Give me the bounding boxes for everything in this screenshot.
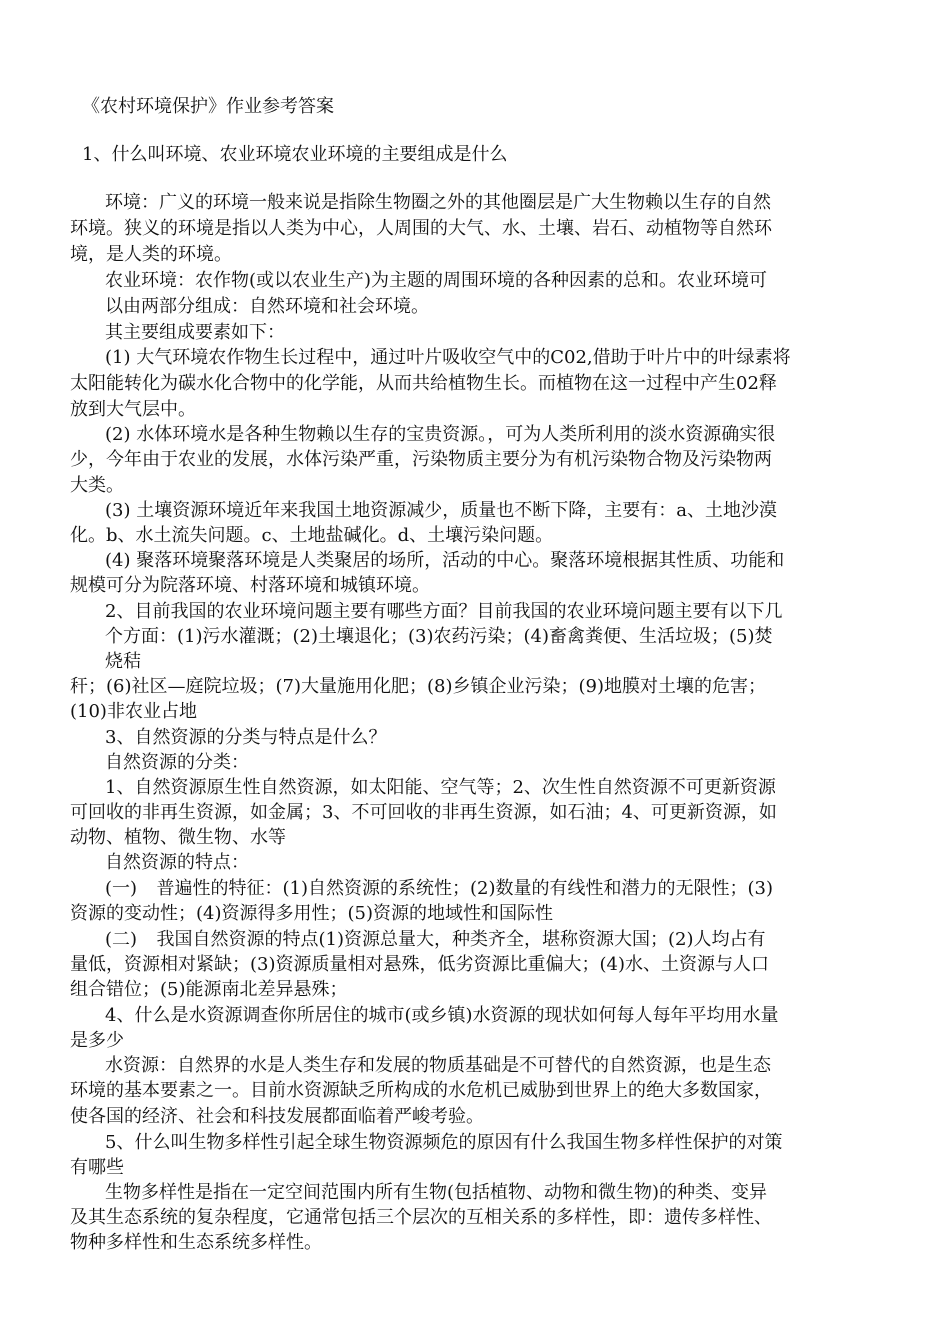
question-4-line: 水资源：自然界的水是人类生存和发展的物质基础是不可替代的自然资源，也是生态 [105, 1055, 771, 1076]
question-3-line: 组合错位；(5)能源南北差异悬殊； [70, 979, 348, 1000]
question-3-line: 自然资源的分类： [105, 752, 249, 773]
question-4-line: 是多少 [70, 1030, 124, 1051]
question-3-line: 动物、植物、微生物、水等 [70, 827, 286, 848]
question-3-line: 自然资源的特点： [105, 852, 249, 873]
question-4-line: 4、什么是水资源调查你所居住的城市(或乡镇)水资源的现状如何每人每年平均用水量 [105, 1005, 779, 1026]
answer-1-line: 环境：广义的环境一般来说是指除生物圈之外的其他圈层是广大生物赖以生存的自然 [105, 192, 771, 213]
question-5-line: 有哪些 [70, 1157, 124, 1178]
answer-1-line: 放到大气层中。 [70, 399, 196, 420]
question-1: 1、什么叫环境、农业环境农业环境的主要组成是什么 [82, 144, 508, 165]
question-4-line: 环境的基本要素之一。目前水资源缺乏所构成的水危机已威胁到世界上的绝大多数国家， [70, 1080, 772, 1101]
answer-1-line: 以由两部分组成：自然环境和社会环境。 [105, 296, 429, 317]
document-title: 《农村环境保护》作业参考答案 [82, 96, 334, 117]
question-2-line: (10)非农业占地 [70, 701, 197, 722]
question-3-line: 1、自然资源原生性自然资源，如太阳能、空气等；2、次生性自然资源不可更新资源 [105, 777, 776, 798]
answer-1-line: 农业环境：农作物(或以农业生产)为主题的周围环境的各种因素的总和。农业环境可 [105, 270, 768, 291]
question-4-line: 使各国的经济、社会和科技发展都面临着严峻考验。 [70, 1106, 484, 1127]
answer-1-line: 其主要组成要素如下： [105, 322, 285, 343]
answer-1-line: (4) 聚落环境聚落环境是人类聚居的场所，活动的中心。聚落环境根据其性质、功能和 [105, 550, 785, 571]
question-5-line: 及其生态系统的复杂程度，它通常包括三个层次的互相关系的多样性，即：遗传多样性、 [70, 1207, 772, 1228]
question-5-line: 5、什么叫生物多样性引起全球生物资源频危的原因有什么我国生物多样性保护的对策 [105, 1132, 783, 1153]
question-2-line: 烧秸 [105, 651, 141, 672]
answer-1-line: (1) 大气环境农作物生长过程中，通过叶片吸收空气中的C02,借助于叶片中的叶绿素将 [105, 347, 791, 368]
question-3-line: 可回收的非再生资源，如金属；3、不可回收的非再生资源，如石油；4、可更新资源，如 [70, 802, 777, 823]
answer-1-line: (3) 土壤资源环境近年来我国土地资源减少，质量也不断下降，主要有：a、土地沙漠 [105, 500, 777, 521]
answer-1-line: 境，是人类的环境。 [70, 244, 232, 265]
question-3-line: (一) 普遍性的特征：(1)自然资源的系统性；(2)数量的有线性和潜力的无限性；(3) [105, 878, 773, 899]
question-2-line: 个方面：(1)污水灌溉；(2)土壤退化；(3)农药污染；(4)畜禽粪便、生活垃圾；(5)焚 [105, 626, 773, 647]
question-5-line: 生物多样性是指在一定空间范围内所有生物(包括植物、动物和微生物)的种类、变异 [105, 1182, 768, 1203]
answer-1-line: 化。b、水土流失问题。c、土地盐碱化。d、土壤污染问题。 [70, 525, 554, 546]
question-3-line: 量低，资源相对紧缺；(3)资源质量相对悬殊，低劣资源比重偏大；(4)水、土资源与人口 [70, 954, 769, 975]
question-5-line: 物种多样性和生态系统多样性。 [70, 1232, 322, 1253]
question-2-line: 2、目前我国的农业环境问题主要有哪些方面？目前我国的农业环境问题主要有以下几 [105, 601, 783, 622]
answer-1-line: 大类。 [70, 475, 124, 496]
question-3-line: 3、自然资源的分类与特点是什么？ [105, 727, 387, 748]
answer-1-line: 少，今年由于农业的发展，水体污染严重，污染物质主要分为有机污染物合物及污染物两 [70, 449, 772, 470]
answer-1-line: 环境。狭义的环境是指以人类为中心，人周围的大气、水、土壤、岩石、动植物等自然环 [70, 218, 772, 239]
answer-1-line: (2) 水体环境水是各种生物赖以生存的宝贵资源。，可为人类所利用的淡水资源确实很 [105, 424, 776, 445]
question-2-line: 秆；(6)社区—庭院垃圾；(7)大量施用化肥；(8)乡镇企业污染；(9)地膜对土壤的危害； [70, 676, 766, 697]
answer-1-line: 太阳能转化为碳水化合物中的化学能，从而共给植物生长。而植物在这一过程中产生02释 [70, 373, 777, 394]
question-3-line: 资源的变动性；(4)资源得多用性；(5)资源的地域性和国际性 [70, 903, 553, 924]
answer-1-line: 规模可分为院落环境、村落环境和城镇环境。 [70, 575, 430, 596]
question-3-line: (二) 我国自然资源的特点(1)资源总量大，种类齐全，堪称资源大国；(2)人均占有 [105, 929, 766, 950]
